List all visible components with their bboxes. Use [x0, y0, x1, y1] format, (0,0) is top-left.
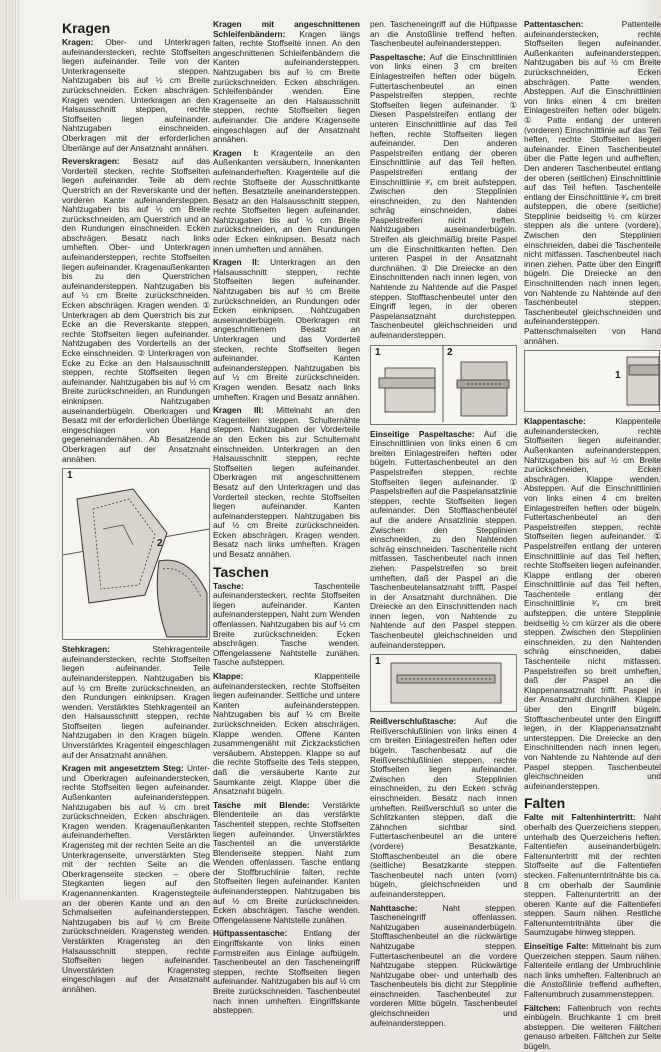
paragraph — [62, 157, 210, 464]
paragraph — [213, 20, 360, 145]
paragraph-lead: Einseitige Paspeltasche: — [370, 428, 475, 439]
paragraph — [524, 813, 661, 938]
paragraph-lead: Kragen mit angeschnittenen Schleifenbändern: — [213, 19, 360, 39]
paragraph-text: pen. Tascheneingriff auf die Hüftpasse an die Anstoßlinie treffend heften. Taschenbeutel aufeinandersteppen. — [370, 19, 517, 49]
column-4 — [524, 19, 661, 1051]
paragraph-text: Mittelnaht bis zum Querzeichen steppen. Saum nähen. Faltenteile entlang der Umbruchlinie nach links umheften. Faltenbruch an die Anstoßlinie treffend aufheften. Faltenumbruch zusammensteppen. — [524, 941, 661, 1000]
paragraph-text: Taschenteile aufeinanderstecken, rechte Stoffseiten liegen aufeinander. Kanten aufeinandersteppen, Naht zum Wenden offenlassen. Nahtzugaben bis auf ½ cm Breite zurückschneiden. Ecken abschrägen. Tasche wenden. Offengelassene Nahtstelle zunähen. Tasche aufsteppen. — [213, 580, 360, 668]
paragraph-lead: Reverskragen: — [62, 156, 120, 167]
magazine-page — [6, 0, 661, 1051]
paragraph-text: Faltenbruch von rechts einbügeln. Bruchkante 1 cm breit absteppen. Die weiteren Fältchen genauso arbeiten. Fältchen zur Seite bügeln. — [524, 1002, 661, 1051]
section-heading-falten: Falten — [524, 795, 566, 812]
paragraph-text: Pattenteile aufeinanderstecken, rechte Stoffseiten liegen aufeinander. Außenkanten aufeinandersteppen. Nahtzugaben bis auf ½ cm Breite zurückschneiden, Ecken abschrägen. Patte wenden. Absteppen. Auf die Einschnittlinien von links einen 4 cm breiten Einlagestreifen heften oder bügeln. ① Patte entlang der unteren (vorderen) Einschnittlinie auf das Teil heften, rechte Stoffseiten liegen aufeinander. Einen Taschenbeutel über die Patte legen und aufheften. Den anderen Taschenbeutel entlang der oberen (seitlichen) Einschnittlinie auf das Teil heften. Taschenteile entlang der Einschnittlinie ³⁄₄ cm breit aufsteppen, die obere (seitliche) Stepplinie beidseitig ½ cm kürzer steppen als die untere (vordere). Zwischen den Stepplinien einschneiden, dabei die Taschenteile nicht mitfassen. Taschenbeutel nach innen ziehen. Patte über den Eingriff bügeln. Die Dreiecke an den Einschnittenden nach innen legen, von Nahtende zu Nahtende auf den Taschenbeutel steppen. Taschenbeutel gleichschneiden und aufeinandersteppen. Pattenschmalseiten von Hand annähen. — [524, 19, 661, 346]
figure-number: 2 — [157, 538, 163, 550]
paragraph — [370, 20, 517, 49]
illustration-reverskragen — [62, 468, 210, 640]
paragraph — [213, 582, 360, 668]
column-1 — [62, 20, 210, 994]
paragraph-lead: Stehkragen: — [62, 644, 110, 655]
paragraph — [370, 53, 517, 341]
pocket-drawing — [525, 351, 659, 409]
figure-number: 1 — [375, 346, 381, 358]
column-3 — [370, 19, 517, 1028]
paragraph-lead: Kragen II: — [213, 257, 260, 268]
paragraph-text: Entlang der Eingriffskante von links einen Formstreifen aus Einlage aufbügeln. Taschenbeutel an den Tascheneingriff steppen, rechte Stoffseiten liegen aufeinander. Nahtzugaben bis auf ½ cm Breite zurückschneiden. Taschenbeutel nach innen umheften. Eingriffskante absteppen. — [213, 928, 361, 1016]
paragraph — [213, 672, 360, 797]
paragraph-text: Mittelnaht an den Kragenteilen steppen. Schulternähte steppen. Nahtzugaben der Vorderteile an den Ecken bis zur Schulternaht einschneiden. Unterkragen an den Halsausschnitt steppen, rechte Stoffseiten liegen aufeinander. Oberkragen mit angeschnittenem Besatz auf den Unterkragen und das Vorderteil stecken, rechte Stoffseiten liegen aufeinander. Kanten aufeinandersteppen. Nahtzugaben bis auf ½ cm Breite zurückschneiden. Ecken abschrägen. Kragen wenden. Besatz nach links umheften. Kragen und Besatz annähen. — [213, 405, 360, 560]
paragraph-text: Unterkragen an den Halsausschnitt steppen, rechte Stoffseiten liegen aufeinander. Nahtzugaben bis auf ½ cm Breite zurückschneiden, an Rundungen oder Ecken einknipsen. Nahtzugaben auseinanderbügeln. Oberkragen mit angeschnittenem Besatz an Unterkragen und das Vorderteil stecken, rechte Stoffseiten liegen aufeinander. Kanten aufeinandersteppen. Nahtzugaben bis auf ½ cm Breite zurückschneiden. Kragen wenden. Besatz nach links umheften. Kragen und Besatz annähen. — [213, 257, 361, 402]
paragraph-lead: Reißverschlußtasche: — [370, 716, 457, 727]
paragraph-lead: Klappentasche: — [524, 416, 586, 427]
paragraph-lead: Kragen: — [62, 37, 94, 47]
paragraph — [213, 929, 360, 1015]
paragraph-text: Auf die Einschnittlinien von links einen 3 cm breiten Einlagestreifen heften oder bügeln. Futtertaschenbeutel an einen Paspelstreifen steppen, rechte Stoffseiten liegen aufeinander. ① Diesen Paspelstreifen entlang der unteren Einschnittlinie auf das Teil heften, rechte Stoffseiten liegen aufeinander. Den anderen Paspelstreifen entlang der oberen Einschnittlinie auf das Teil heften. Paspelstreifen entlang der Einschnittlinie ³⁄₄ cm breit aufsteppen. Zwischen den Stepplinien einschneiden, zu den Nahtenden schräg einschneiden, dabei Paspelstreifen nicht treffen. Nahtzugaben auseinanderbügeln. Streifen als gleichmäßig breite Paspel um die Einschnittkanten heften. Den unteren Paspel in der Ansatznaht durchnähen. ② Die Dreiecke an den Einschnittenden nach innen legen, von Nahtende zu Nahtende auf die Paspel steppen. Stofftaschenbeutel unter den Eingriff legen, in der oberen Paspelansatznaht durchsteppen. Taschenbeutel gleichschneiden und aufeinandersteppen. — [370, 51, 517, 340]
paragraph-text: Klappenteile aufeinanderstecken, rechte Stoffseiten liegen aufeinander. Seitliche und untere Kanten aufeinandersteppen. Nahtzugaben bis auf ½ cm Breite zurückschneiden. Ecken abschrägen. Klappe wenden. Offene Kanten zusammengenäht mit Zickzackstichen versäubern. Absteppen. Klappe so auf die rechte Stoffseite des Teils steppen, daß die versäuberte Kante zur Saumkante zeigt. Klappe über die Ansatznaht bügeln. — [213, 671, 360, 797]
paragraph — [62, 764, 210, 994]
paragraph-text: Naht steppen. Tascheneingriff offenlassen. Nahtzugaben auseinanderbügeln. Stofftaschenbeutel an die rückwärtige Nahtzugabe steppen. Futtertaschenbeutel an die vordere Nahtzugabe steppen. Rückwärtige Nahtzugabe ober- und unterhalb des Taschenbeutels bis dicht zur Stepplinie einschneiden. Taschenbeutel zur vorderen Mitte bügeln. Taschenbeutel gleichschneiden und aufeinandersteppen. — [370, 902, 517, 1028]
paragraph-lead: Pattentaschen: — [524, 19, 584, 29]
paragraph-text: Naht oberhalb des Querzeichens steppen, unterhalb des Querzeichens heften. Faltentiefen auseinanderbügeln. Faltenuntertritt mit der rechten Stoffseite auf die Faltentiefen stecken. Faltenunterntritnähte bis ca. 8 cm oberhalb der Saumlinie steppen. Faltenuntertritt an der oberen Kante auf die Faltentiefen steppen. Saum nähen. Restliche Faltenunterntritnähte über die Saumzugabe hinweg steppen. — [524, 812, 661, 938]
pocket-drawing — [371, 346, 516, 422]
paragraph — [213, 258, 360, 402]
illustration-pattentasche — [524, 350, 660, 412]
paragraph-text: Unter- und Oberkragen aufeinanderstecken, rechte Stoffseiten liegen aufeinander. Außenkanten aufeinandersteppen. Nahtzugaben bis auf ½ cm breit zurückschneiden, Ecken abschrägen. Kragen wenden. Kragenaußenkanten aufeinanderheften. Verstärkten Kragensteg mit der rechten Seite an die Unterkragenseite, unverstärkten Steg mit der rechten Seite an die Oberkragenseite stecken – obere Stegkanten liegen auf den Kragenannenkanten. Kragenstegteile an der oberen Kante und an den Schmalseiten aufeinandersteppen. Nahtzugaben bis auf ½ cm Breite zurückschneiden. Kragensteg wenden. Verstärkten Kragensteg an den Halsausschnitt steppen, rechte Stoffseiten liegen aufeinander. Unverstärkten Kragensteg eingeschlagen auf der Ansatznaht annähen. — [62, 763, 210, 994]
paragraph-lead: Hüftpassentasche: — [213, 928, 288, 939]
paragraph-lead: Tasche: — [213, 580, 244, 591]
paragraph-lead: Einseitige Falte: — [524, 941, 589, 952]
paragraph-lead: Tasche mit Blende: — [213, 799, 310, 810]
paragraph-text: Auf die Einschnittlinien von links einen 6 cm breiten Einlagestreifen heften oder bügeln. Futtertaschenbeutel an den Paspelstreifen steppen, rechte Stoffseiten liegen aufeinander. ① Paspelstreifen auf die Paspelansatzlinie steppen, rechte Stoffseiten liegen aufeinander. Den Stofftaschenbeutel auf die andere Ansatzlinie steppen. Zwischen den Stepplinien einschneiden, zu den Nahtenden schräg einschneiden. Taschenteile nicht mitfassen. Taschenbeutel nach innen ziehen. Paspelstreifen so breit umheften, daß der Paspel an die Taschenbeutelansatznaht trifft. Paspel in der Ansatznaht durchnähen. Die Dreiecke an den Einschnittenden nach innen legen, von Nahtende zu Nahtende auf den Paspel steppen. Taschenbeutel gleichschneiden und aufeinandersteppen. — [370, 428, 517, 650]
paragraph — [62, 38, 210, 153]
collar-drawing — [63, 469, 209, 637]
paragraph — [524, 417, 661, 791]
paragraph-lead: Kragen I: — [213, 147, 259, 158]
figure-number: 1 — [375, 656, 381, 668]
paragraph — [213, 801, 360, 926]
paragraph — [524, 20, 661, 346]
paragraph-lead: Nahttasche: — [370, 902, 418, 913]
illustration-einseitige-paspeltasche — [370, 654, 517, 712]
paragraph-lead: Paspeltasche: — [370, 51, 426, 62]
figure-number: 1 — [615, 370, 621, 382]
paragraph-text: Auf die Reißverschlußlinien von links einen 4 cm breiten Einlagestreifen heften oder bügeln. Taschenbesatz auf die Reißverschlußlinien steppen, rechte Stoffseiten liegen aufeinander. Zwischen den Stepplinien einschneiden, zu den Ecken schräg einschneiden. Besatz nach innen umheften. Reißverschluß so unter die Schlitzkanten steppen, daß die Zähnchen sichtbar sind. Futtertaschenbeutel an die untere (vordere) Besatzkante, Stofftaschenbeutel an die obere (seitliche) Besatzkante steppen. Taschenbeutel nach unten (vorn) bügeln, gleichschneiden und aufeinandersteppen. — [370, 716, 517, 899]
paragraph-lead: Fältchen: — [524, 1002, 561, 1013]
paragraph — [524, 942, 661, 1000]
paragraph — [524, 1004, 661, 1052]
paragraph-text: Verstärkte Blendenteile an das verstärkte Taschenteil steppen, rechte Stoffseiten liegen aufeinander. Unverstärktes Taschenteil an die unverstärkte Blendenseite steppen. Naht zum Wenden offenlassen. Tasche entlang der Stoffbruchlinie falten, rechte Stoffseiten liegen aufeinander. Kanten aufeinandersteppen. Nahtzugaben bis auf ½ cm Breite zurückschneiden. Ecken abschrägen. Tasche wenden. Offengelassene Nahtstelle zunähen. — [213, 799, 360, 925]
figure-number: 2 — [447, 346, 453, 358]
paragraph-text: Besatz auf das Vorderteil stecken, rechte Stoffseiten liegen aufeinander. Teile ab dem Querstrich an der Reverskante und der vorderen Kante aufeinandersteppen. Nahtzugaben bis auf ½ cm Breite zurückschneiden, am Querstrich und an den Rundungen einschneiden. Ecken abschrägen. Besatz nach links umheften. Ober- und Unterkragen aufeinandersteppen, rechte Stoffseiten liegen aufeinander. Kragenaußenkanten bis zu den Querstrichen aufeinandersteppen. Nahtzugaben bis auf ½ cm Breite zurückschneiden. Ecken abschrägen. Kragen wenden. ① Unterkragen ab dem Querstrich bis zur Ecke an die Reverskante steppen, rechte Stoffseiten liegen aufeinander. Nahtzugaben des Vorderteils an der Ecke einschneiden. ② Unterkragen von Ecke zu Ecke an den Halsausschnitt steppen, rechte Stoffseiten liegen aufeinander. Nahtzugaben bis auf ½ cm Breite zurückschneiden, an Rundungen einknipsen. Nahtzugaben auseinanderbügeln. Oberkragen und Besatz mit der erforderlichen Überlänge eingeschlagen von Hand gegeneinandernähen. Ab Besatzende Oberkragen auf der Ansatznaht annähen. — [62, 156, 210, 464]
paragraph-lead: Kragen mit angesetztem Steg: — [62, 763, 184, 774]
paragraph-lead: Falte mit Faltenhintertritt: — [524, 812, 636, 823]
section-heading-taschen: Taschen — [213, 563, 269, 580]
figure-number: 1 — [67, 470, 73, 482]
section-heading-kragen: Kragen — [62, 20, 111, 36]
pocket-drawing — [371, 655, 516, 709]
paragraph-text: Ober- und Unterkragen aufeinanderstecken, rechte Stoffseiten liegen aufeinander. Teile von der Unterkragenseite steppen. Nahtzugaben bis auf ½ cm Breite zurückschneiden. Ecken abschrägen. Kragen wenden. Unterkragen an den Halsausschnitt steppen, rechte Stoffseiten liegen aufeinander. Nahtzugaben einschneiden. Oberkragen mit der erforderlichen Überlänge auf der Ansatznaht annähen. — [62, 37, 210, 153]
paragraph-text: Kragen längs falten, rechte Stoffseite innen. An den angeschnittenen Schleifenbändern die Kanten aufeinandersteppen. Nahtzugaben bis auf ½ cm Breite zurückschneiden. Ecken abschrägen. Schleifenbänder wenden. Eine Kragenseite an den Halsausschnitt steppen, rechte Stoffseiten liegen aufeinander. Die andere Kragenseite eingeschlagen auf der Ansatznaht annähen. — [213, 28, 360, 145]
illustration-paspeltasche — [370, 345, 517, 425]
paragraph — [370, 717, 517, 899]
paragraph — [213, 406, 360, 560]
paragraph — [370, 904, 517, 1029]
paragraph — [62, 645, 210, 760]
paragraph-text: Klappenteile aufeinanderstecken, rechte Stoffseiten liegen aufeinander. Außenkanten aufeinandersteppen. Nahtzugaben bis auf ½ cm Breite zurückschneiden, Ecken abschrägen. Klappe wenden. Absteppen. Auf die Einschnittlinien von links einen 4 cm breiten Einlagestreifen heften oder bügeln. Futtertaschenbeutel an den Paspelstreifen steppen, rechte Stoffseiten liegen aufeinander. ① Paspelstreifen entlang der unteren Einschnittlinie auf das Teil heften, rechte Stoffseiten liegen aufeinander. Klappe entlang der oberen Einschnittlinie auf das Teil heften. Taschenteile entlang der Einschnittlinie ³⁄₄ cm breit aufsteppen, die untere Stepplinie beidseitig ½ cm kürzer als die obere steppen. Zwischen den Stepplinien einschneiden, zu den Nahtenden schräg einschneiden, dabei Taschenteile nicht mitfassen. Paspelstreifen so breit umheften, daß der Paspel an die Klappenansatznaht trifft. Paspel in der Ansatznaht durchnähen. Klappe über den Eingriff bügeln. Stofftaschenbeutel unter den Eingriff legen, in der Klappenansatznaht untersteppen. Die Dreiecke an den Einschnittenden nach innen legen, von Nahtende zu Nahtende auf den Paspel steppen. Taschenbeutel gleichschneiden und aufeinandersteppen. — [524, 416, 661, 791]
paragraph-text: Stehkragenteile aufeinanderstecken, rechte Stoffseiten liegen aufeinander. Teile aufeinandersteppen. Nahtzugaben bis auf ½ cm Breite zurückschneiden, an den Rundungen einknipsen. Kragen wenden. Verstärktes Stehkragenteil an den Halsausschnitt steppen, rechte Stoffseiten liegen aufeinander. Nahtzugaben in den Kragen bügeln. Unverstärktes Kragenteil eingeschlagen auf der Ansatznaht annähen. — [62, 644, 210, 760]
column-2 — [213, 19, 361, 1016]
paragraph-text: Kragenteile an den Außenkanten versäubern, Innenkanten aufeinanderheften. Kragenteile auf die rechte Stoffseite der Ausschnittkante heften. Besatzteile aneinandersteppen. Besatz an den Halsausschnitt steppen, rechte Stoffseiten liegen aufeinander. Nahtzugaben bis auf ½ cm Breite zurückschneiden, an den Rundungen oder Ecken einknipsen. Besatz nach innen umheften und annähen. — [213, 147, 360, 254]
page-edge-shadow — [6, 0, 20, 900]
paragraph-lead: Klappe: — [213, 671, 244, 681]
paragraph — [370, 430, 517, 651]
paragraph-lead: Kragen III: — [213, 405, 264, 416]
paragraph — [213, 149, 360, 255]
